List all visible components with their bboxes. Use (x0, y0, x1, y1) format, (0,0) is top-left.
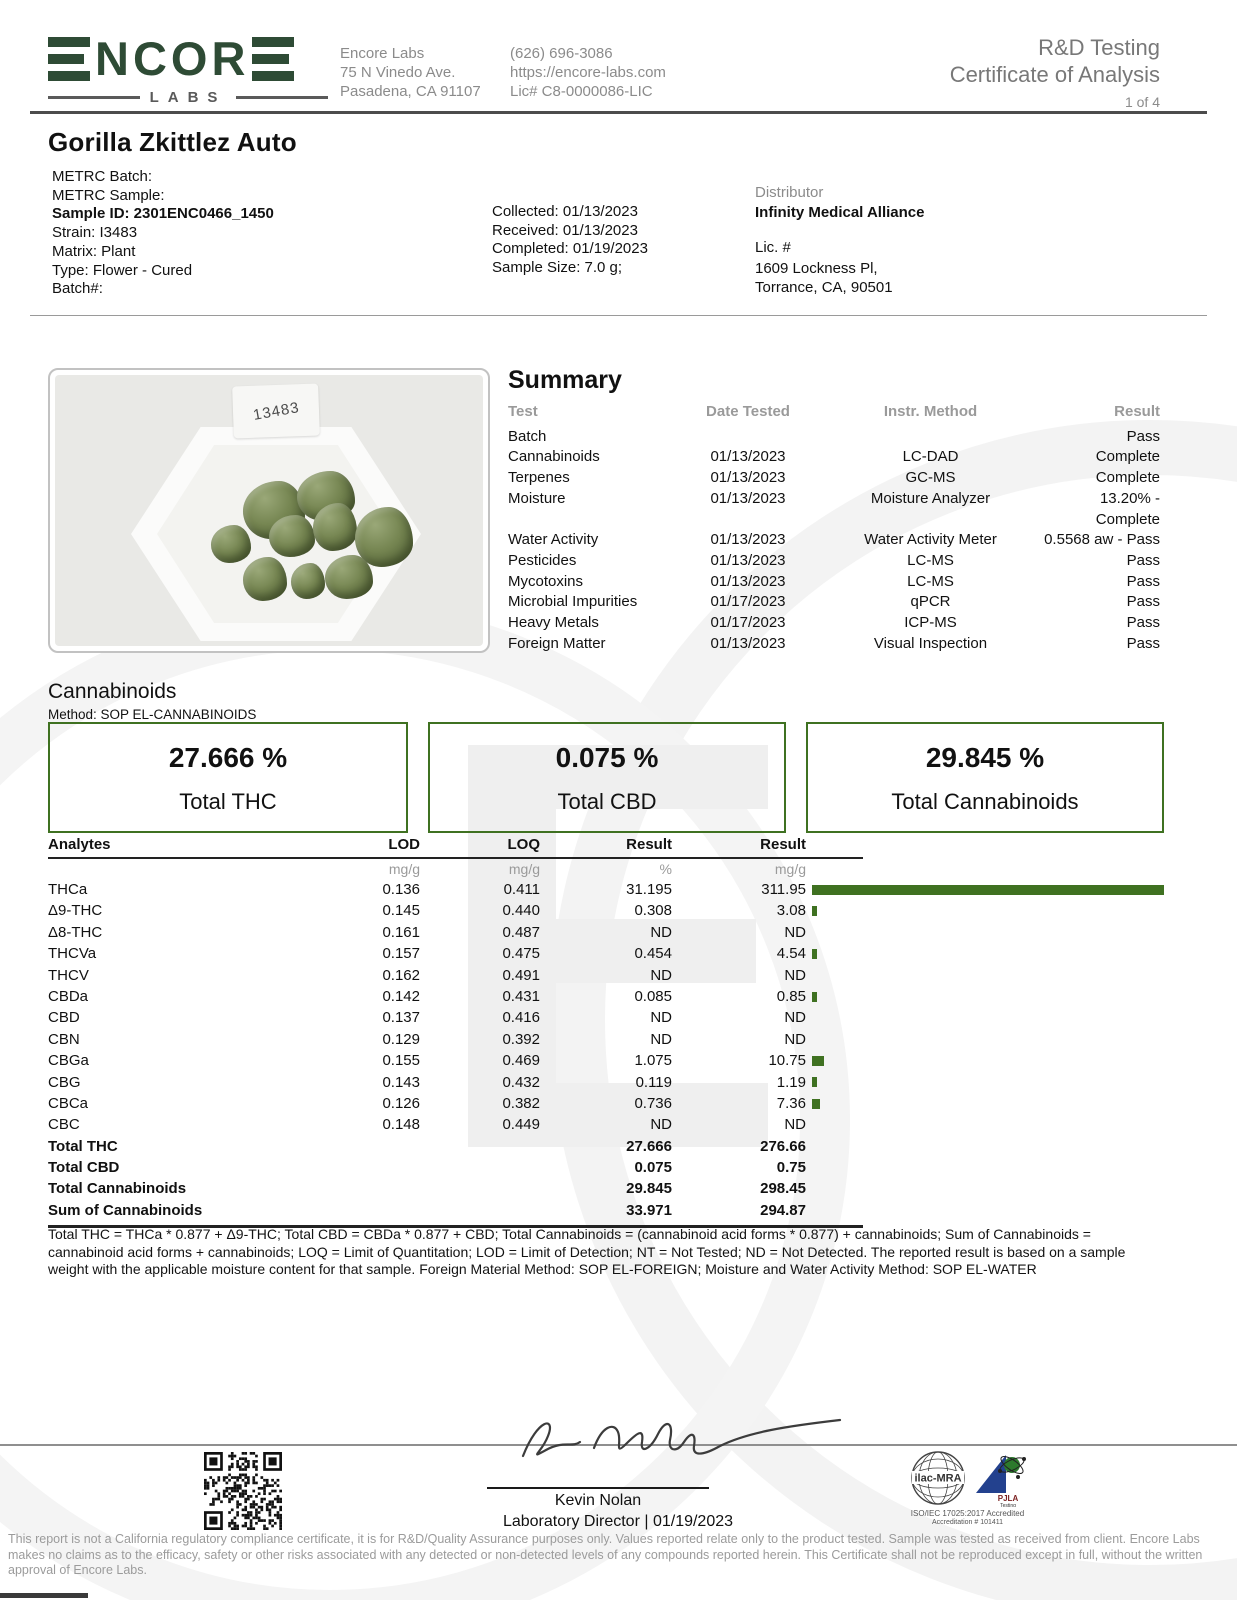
summary-test-cell: Cannabinoids (508, 448, 600, 466)
analyte-pct-cell: 1.075 (634, 1052, 672, 1070)
logo-labs-text: LABS (149, 89, 227, 106)
analyte-pct-cell: ND (650, 966, 672, 984)
summary-title: Summary (508, 366, 622, 394)
analytes-table-body (48, 879, 1164, 1136)
summary-date-cell: 01/13/2023 (710, 634, 786, 652)
analyte-name-cell: CBC (48, 1116, 80, 1134)
analyte-row (48, 986, 1164, 1007)
svg-text:PJLA: PJLA (997, 1494, 1018, 1503)
analytes-units-row (48, 859, 1164, 879)
summary-test-cell: Terpenes (508, 469, 570, 487)
analyte-name-cell: CBD (48, 1009, 80, 1027)
summary-row (508, 489, 1160, 530)
analyte-pct-cell: ND (650, 1116, 672, 1134)
unit-mg: mg/g (774, 861, 806, 877)
analyte-bar (812, 1099, 820, 1109)
summary-date-cell: 01/17/2023 (710, 593, 786, 611)
total-thc-value: 27.666 % (168, 742, 288, 773)
cannabinoids-section-title: Cannabinoids (48, 680, 177, 703)
lab-license: Lic# C8-0000086-LIC (510, 83, 653, 100)
result-pct-col: Result (626, 836, 672, 853)
summary-method-cell: qPCR (910, 593, 951, 611)
cannabis-bud (243, 557, 287, 601)
summary-test-cell: Moisture (508, 489, 566, 507)
signatory-title: Laboratory Director | 01/19/2023 (502, 1513, 734, 1530)
analyte-name-cell: THCV (48, 966, 89, 984)
summary-date-cell: 01/17/2023 (710, 614, 786, 632)
analyte-row (48, 1007, 1164, 1028)
summary-row (508, 634, 1160, 655)
analyte-mg-cell: 0.85 (776, 987, 806, 1005)
summary-result-cell: 13.20% - Complete (1095, 489, 1160, 528)
cannabinoid-result-boxes (48, 722, 1164, 833)
analyte-mg-cell: ND (784, 966, 806, 984)
summary-result-cell: Pass (1126, 572, 1160, 590)
cannabis-bud (355, 507, 413, 567)
header-divider (30, 111, 1207, 114)
summary-row (508, 427, 1160, 448)
cannabis-bud (291, 563, 325, 599)
summary-date-cell: 01/13/2023 (710, 448, 786, 466)
distributor-info (755, 184, 924, 296)
summary-row (508, 592, 1160, 613)
summary-date-cell: 01/13/2023 (710, 469, 786, 487)
ilac-mra-logo (910, 1450, 966, 1506)
analyte-lod-cell: 0.161 (382, 923, 420, 941)
sample-date-line: Completed: 01/19/2023 (492, 240, 648, 258)
distributor-label: Distributor (755, 184, 824, 201)
analyte-bar (812, 992, 817, 1002)
total-mg-cell: 294.87 (760, 1201, 806, 1219)
sample-id-tag: 13483 (232, 384, 320, 439)
analyte-name-cell: CBGa (48, 1052, 89, 1070)
summary-date-cell (673, 427, 823, 448)
analyte-bar-cell (806, 900, 1164, 921)
lab-contact (510, 44, 666, 101)
analyte-row (48, 1029, 1164, 1050)
analyte-row (48, 922, 1164, 943)
sample-info-line: Matrix: Plant (52, 242, 136, 260)
total-mg-cell: 276.66 (760, 1137, 806, 1155)
summary-test-cell: Water Activity (508, 531, 599, 549)
logo-divider (48, 96, 140, 99)
analyte-bar-cell (806, 965, 1164, 986)
signatory-name: Kevin Nolan (554, 1492, 642, 1509)
summary-method-cell: LC-MS (907, 572, 954, 590)
analyte-mg-cell: 4.54 (776, 945, 806, 963)
summary-date-cell: 01/13/2023 (710, 531, 786, 549)
analyte-lod-cell: 0.157 (382, 945, 420, 963)
analyte-row (48, 900, 1164, 921)
analyte-bar-cell (806, 1050, 1164, 1071)
summary-method-cell: Water Activity Meter (864, 531, 997, 549)
summary-method-cell: Visual Inspection (873, 634, 988, 652)
analyte-row (48, 1093, 1164, 1114)
loq-col: LOQ (507, 836, 540, 853)
analyte-name-cell: CBCa (48, 1094, 89, 1112)
analyte-bar-cell (806, 1072, 1164, 1093)
cannabinoids-method: Method: SOP EL-CANNABINOIDS (48, 707, 257, 722)
summary-method-cell: LC-MS (907, 551, 954, 569)
analyte-pct-cell: 0.308 (634, 902, 672, 920)
analyte-row (48, 965, 1164, 986)
total-thc-box (48, 722, 408, 833)
sample-info-left (52, 168, 274, 299)
analyte-pct-cell: ND (650, 1009, 672, 1027)
sample-date-line: Received: 01/13/2023 (492, 221, 638, 239)
logo-e-icon (48, 37, 90, 81)
lab-name: Encore Labs (340, 45, 425, 62)
analytes-table (48, 834, 1164, 1228)
summary-table (508, 402, 1160, 654)
analyte-mg-cell: 10.75 (768, 1052, 806, 1070)
summary-test-cell: Heavy Metals (508, 614, 599, 632)
summary-test-cell: Pesticides (508, 551, 577, 569)
analyte-loq-cell: 0.431 (502, 987, 540, 1005)
analyte-pct-cell: 0.736 (634, 1094, 672, 1112)
summary-method-cell: LC-DAD (902, 448, 959, 466)
analyte-loq-cell: 0.469 (502, 1052, 540, 1070)
analyte-loq-cell: 0.449 (502, 1116, 540, 1134)
lab-street: 75 N Vinedo Ave. (340, 64, 456, 81)
summary-result-cell: Pass (1126, 427, 1160, 445)
sample-title: Gorilla Zkittlez Auto (48, 127, 297, 157)
total-mg-cell: 0.75 (776, 1159, 806, 1177)
analyte-mg-cell: ND (784, 1030, 806, 1048)
analyte-lod-cell: 0.129 (382, 1030, 420, 1048)
summary-test-cell: Foreign Matter (508, 634, 606, 652)
distributor-city: Torrance, CA, 90501 (755, 278, 893, 296)
analyte-name-cell: CBDa (48, 987, 89, 1005)
sample-info-line: METRC Batch: (52, 168, 153, 185)
logo-divider (236, 96, 328, 99)
page-number: 1 of 4 (1124, 94, 1160, 110)
analyte-name-cell: THCVa (48, 945, 97, 963)
analyte-bar-cell (806, 1007, 1164, 1028)
unit-pct: % (659, 861, 672, 877)
total-pct-cell: 29.845 (626, 1180, 672, 1198)
cannabis-bud (313, 503, 357, 551)
sample-info-dates (492, 203, 648, 278)
analyte-bar-cell (806, 943, 1164, 964)
summary-result-cell: Pass (1126, 614, 1160, 632)
analyte-total-row (48, 1136, 1164, 1157)
summary-test-cell: Mycotoxins (508, 572, 584, 590)
analyte-pct-cell: 0.085 (634, 987, 672, 1005)
analyte-loq-cell: 0.440 (502, 902, 540, 920)
summary-method-cell: ICP-MS (904, 614, 957, 632)
analyte-total-row (48, 1178, 1164, 1199)
total-pct-cell: 33.971 (626, 1201, 672, 1219)
analytes-header-row (48, 834, 863, 859)
analyte-bar-cell (806, 922, 1164, 943)
analyte-mg-cell: ND (784, 1009, 806, 1027)
summary-table-body (508, 427, 1160, 655)
analytes-totals (48, 1136, 1164, 1222)
total-cbd-value: 0.075 % (555, 742, 659, 773)
analyte-mg-cell: 1.19 (776, 1073, 806, 1091)
analyte-total-row (48, 1200, 1164, 1221)
pjla-logo (972, 1449, 1026, 1507)
total-thc-label: Total THC (179, 789, 277, 814)
analyte-bar (812, 1077, 817, 1087)
analyte-name-cell: CBG (48, 1073, 81, 1091)
sample-photo (55, 375, 483, 646)
accreditation-number: Accreditation # 101411 (931, 1519, 1004, 1526)
lab-phone: (626) 696-3086 (510, 45, 613, 62)
section-divider (30, 315, 1207, 316)
analyte-loq-cell: 0.432 (502, 1073, 540, 1091)
encore-labs-logo (48, 33, 328, 106)
analyte-loq-cell: 0.475 (502, 945, 540, 963)
summary-row (508, 468, 1160, 489)
cannabis-bud (325, 555, 373, 599)
analyte-bar-cell (806, 1029, 1164, 1050)
summary-test-cell: Microbial Impurities (508, 593, 638, 611)
sample-info-line: METRC Sample: (52, 186, 165, 204)
analyte-mg-cell: 3.08 (776, 902, 806, 920)
analyte-bar (812, 906, 817, 916)
analyte-bar (812, 885, 1164, 895)
summary-col-method: Instr. Method (883, 403, 978, 420)
summary-col-result: Result (1114, 403, 1160, 420)
summary-method-cell (823, 427, 1038, 448)
sample-info-line: Batch#: (52, 280, 103, 298)
total-name-cell: Sum of Cannabinoids (48, 1201, 203, 1219)
analyte-loq-cell: 0.382 (502, 1094, 540, 1112)
total-cannabinoids-box (806, 722, 1164, 833)
unit-lod: mg/g (388, 861, 420, 877)
lab-city: Pasadena, CA 91107 (340, 83, 481, 100)
analyte-pct-cell: ND (650, 1030, 672, 1048)
analyte-name-cell: CBN (48, 1030, 80, 1048)
cannabis-bud (211, 525, 251, 563)
analyte-bar-cell (806, 1093, 1164, 1114)
analyte-name-cell: Δ9-THC (48, 902, 103, 920)
analyte-loq-cell: 0.491 (502, 966, 540, 984)
summary-row (508, 551, 1160, 572)
summary-date-cell: 01/13/2023 (710, 489, 786, 507)
logo-word: NCOR (95, 32, 250, 85)
analyte-mg-cell: ND (784, 923, 806, 941)
total-mg-cell: 298.45 (760, 1180, 806, 1198)
calculation-footnote: Total THC = THCa * 0.877 + Δ9-THC; Total CBD = CBDa * 0.877 + CBD; Total Cannabinoids = (cannabinoid acid forms * 0.877) + cannabinoids; Sum of Cannabinoids = cannabinoid acid forms + cannabinoids; LOQ = Limit of Quantitation; LOD = Limit of Detection; NT = Not Tested; ND = Not Detected. The reported result is based on a sample weight with the applicable moisture content for that sample. Foreign Material Method: SOP EL-FOREIGN; Moisture and Water Activity Method: SOP EL-WATER (48, 1226, 1126, 1278)
document-heading (950, 34, 1160, 110)
analyte-loq-cell: 0.392 (502, 1030, 540, 1048)
summary-result-cell: Pass (1126, 593, 1160, 611)
summary-result-cell: 0.5568 aw - Pass (1044, 531, 1160, 549)
cannabis-bud (269, 515, 315, 557)
summary-col-test: Test (508, 403, 538, 420)
analyte-bar (812, 1056, 824, 1066)
analyte-row (48, 879, 1164, 900)
summary-method-cell: Moisture Analyzer (870, 489, 991, 507)
summary-date-cell: 01/13/2023 (710, 572, 786, 590)
sample-date-line: Sample Size: 7.0 g; (492, 259, 623, 277)
analyte-name-cell: THCa (48, 881, 88, 898)
next-page-edge (0, 1593, 88, 1598)
analyte-bar (812, 949, 817, 959)
summary-header-row (508, 402, 1160, 423)
summary-date-cell: 01/13/2023 (710, 551, 786, 569)
result-mg-col: Result (760, 836, 806, 853)
analyte-mg-cell: 7.36 (776, 1094, 806, 1112)
summary-row (508, 530, 1160, 551)
lab-url: https://encore-labs.com (510, 64, 666, 81)
analyte-lod-cell: 0.137 (382, 1009, 420, 1027)
analyte-bar-cell (806, 879, 1164, 900)
analyte-pct-cell: 31.195 (626, 881, 672, 898)
doc-title: Certificate of Analysis (949, 62, 1160, 87)
analyte-lod-cell: 0.155 (382, 1052, 420, 1070)
summary-row (508, 572, 1160, 593)
summary-method-cell: GC-MS (905, 469, 956, 487)
signature-line (487, 1487, 709, 1489)
lod-col: LOD (388, 836, 420, 853)
analytes-col: Analytes (48, 836, 111, 853)
distributor-name: Infinity Medical Alliance (755, 204, 925, 221)
sample-info-line: Type: Flower - Cured (52, 261, 193, 279)
total-name-cell: Total CBD (48, 1159, 120, 1177)
analyte-pct-cell: ND (650, 923, 672, 941)
legal-disclaimer: This report is not a California regulatory compliance certificate, it is for R&D/Quality Assurance purposes only. Values reported relate only to the product tested. Sample was tested as received from client. Encore Labs makes no claims as to the efficacy, safety or other risks associated with any detected or non-detected levels of any compounds reported herein. This Certificate shall not be reproduced except in full, without the written approval of Encore Labs. (8, 1532, 1203, 1578)
analyte-pct-cell: 0.454 (634, 945, 672, 963)
qr-code (204, 1452, 282, 1530)
analyte-lod-cell: 0.148 (382, 1116, 420, 1134)
analyte-row (48, 1114, 1164, 1135)
analyte-lod-cell: 0.136 (382, 881, 420, 898)
analyte-bar-cell (806, 1114, 1164, 1135)
analyte-lod-cell: 0.162 (382, 966, 420, 984)
sample-date-line: Collected: 01/13/2023 (492, 203, 638, 220)
total-cbd-box (428, 722, 786, 833)
doc-type: R&D Testing (1038, 35, 1160, 60)
lab-address (340, 44, 481, 101)
analyte-loq-cell: 0.416 (502, 1009, 540, 1027)
summary-row (508, 447, 1160, 468)
analyte-row (48, 943, 1164, 964)
total-pct-cell: 27.666 (626, 1137, 672, 1155)
svg-text:Testing: Testing (999, 1503, 1016, 1507)
iso-accreditation-text: ISO/IEC 17025:2017 Accredited (910, 1509, 1025, 1518)
total-name-cell: Total THC (48, 1137, 118, 1155)
summary-result-cell: Complete (1095, 448, 1160, 466)
analyte-bar-cell (806, 986, 1164, 1007)
summary-result-cell: Complete (1095, 469, 1160, 487)
sample-info-line: Strain: I3483 (52, 224, 138, 242)
summary-test-cell: Batch (508, 427, 547, 445)
analyte-mg-cell: ND (784, 1116, 806, 1134)
analyte-total-row (48, 1157, 1164, 1178)
analyte-row (48, 1050, 1164, 1071)
sample-photo-frame (48, 368, 490, 653)
distributor-street: 1609 Lockness Pl, (755, 260, 878, 277)
analyte-lod-cell: 0.142 (382, 987, 420, 1005)
analyte-lod-cell: 0.126 (382, 1094, 420, 1112)
analyte-name-cell: Δ8-THC (48, 923, 103, 941)
total-cannabinoids-label: Total Cannabinoids (891, 789, 1079, 814)
signature-icon (468, 1398, 848, 1476)
summary-col-date: Date Tested (706, 403, 790, 420)
total-cannabinoids-value: 29.845 % (925, 742, 1045, 773)
analyte-pct-cell: 0.119 (635, 1073, 672, 1091)
total-cbd-label: Total CBD (557, 789, 657, 814)
summary-result-cell: Pass (1126, 634, 1160, 652)
accreditation-block (895, 1450, 1040, 1526)
analyte-mg-cell: 311.95 (761, 881, 806, 898)
analyte-row (48, 1072, 1164, 1093)
analyte-loq-cell: 0.487 (502, 923, 540, 941)
summary-result-cell: Pass (1126, 551, 1160, 569)
distributor-license: Lic. # (755, 239, 791, 256)
analyte-lod-cell: 0.143 (382, 1073, 420, 1091)
analyte-loq-cell: 0.411 (503, 881, 540, 898)
unit-loq: mg/g (508, 861, 540, 877)
analyte-lod-cell: 0.145 (382, 902, 420, 920)
total-pct-cell: 0.075 (634, 1159, 672, 1177)
logo-e-icon (252, 37, 294, 81)
sample-info-line: Sample ID: 2301ENC0466_1450 (52, 205, 274, 223)
summary-row (508, 613, 1160, 634)
svg-text:ilac-MRA: ilac-MRA (913, 1472, 962, 1485)
total-name-cell: Total Cannabinoids (48, 1180, 187, 1198)
